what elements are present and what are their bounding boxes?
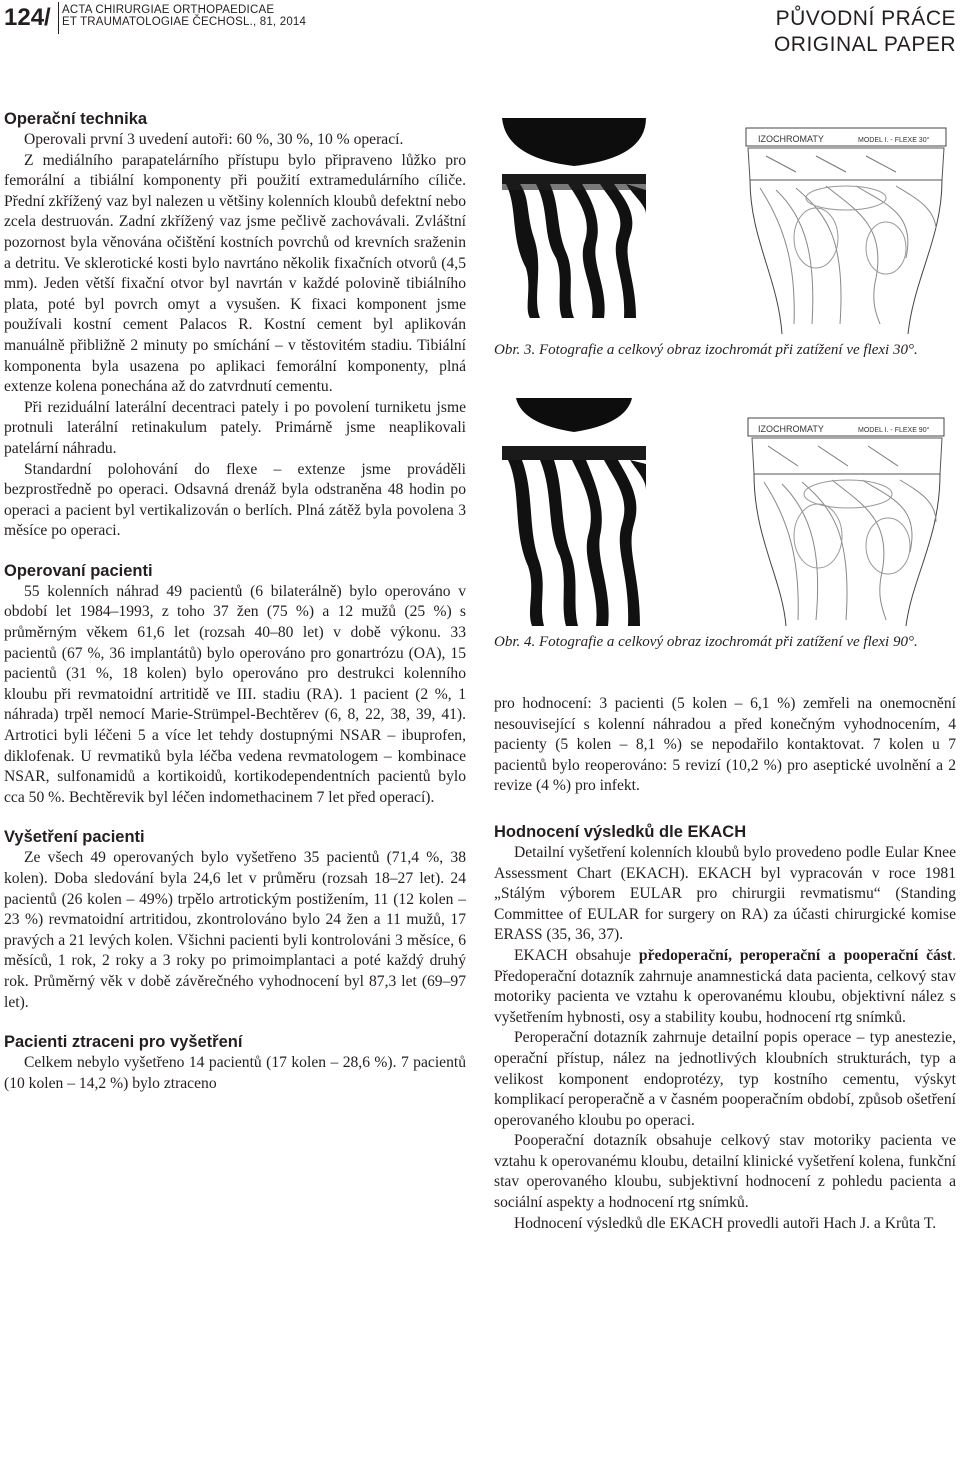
paragraph: Ze všech 49 operovaných bylo vyšetřeno 35 pacientů (71,4 %, 38 kolen). Doba sledování byla 24,6 let v průměru (rozsah 18–27 let). 24 pacientů (26 kolen – 49%) trpělo artrotickým postižením, 11 (12 kolen – 23 %) revmatoidní artritidou, zkontrolováno bylo 24 žen a 11 mužů, 17 pravých a 21 levých kolen. Všichni pacienti byli kontrolováni 3 měsíce, 6 měsíců, 1 rok, 2 roky a 3 roky po primoimplantaci a poté každý druhý rok. Průměrný věk v době závěrečného vyhodnocení byl 87,3 let (69–97 let). — [4, 849, 466, 1011]
paragraph: Pooperační dotazník obsahuje celkový stav motoriky pacienta ve vztahu k operovanému kloubu, detailní klinické vyšetření kolena, funkční stav operovaného kloubu, subjektivní hodnocení z pohledu pacienta a sociální aspekty a hodnocení rtg snímků. — [494, 1132, 956, 1212]
photoelastic-photo — [498, 118, 650, 318]
figure-3 — [496, 118, 956, 334]
section-label — [774, 6, 956, 58]
paragraph: Standardní polohování do flexe – extenze jsme prováděli bezprostředně po operaci. Odsavná drenáž byla odstraněna 48 hodin po operaci a pacient byl vertikalizován o berlích. Plná zátěž byla povolena 3 měsíce po operaci. — [4, 460, 466, 540]
figure-3-image — [496, 118, 956, 334]
journal-title-line2: ET TRAUMATOLOGIAE ČECHOSL., 81, 2014 — [62, 16, 307, 28]
figure-3-label: IZOCHROMATY — [758, 134, 824, 144]
photoelastic-photo — [498, 398, 650, 626]
heading-pacienti-ztraceni: Pacienti ztraceni pro vyšetření — [4, 1033, 243, 1052]
isochromatics-drawing — [746, 128, 946, 334]
paragraph: 55 kolenních náhrad 49 pacientů (6 bilaterálně) bylo operováno v období let 1984–1993, z toho 37 žen (75 %) a 12 mužů (25 %) s průměrným věkem 61,6 let (rozsah 40–80 let) v době výkonu. 33 pacientů (67 %, 36 implantátů) bylo operováno pro gonartrózu (OA), 15 pacientů (31 %, 18 kolen) bylo operováno pro destrukci kolenního kloubu při revmatoidní artritidě ve III. stadiu (RA). 1 pacient (2 %, 1 náhrada) trpěl nemocí Marie-Strümpel-Bechtěrev (6, 8, 22, 38, 39, 41). Artrotici byli léčeni 5 a více let tehdy dostupnými NSAR – ibuprofen, diklofenak. U revmatiků byla léčba vedena revmatologem – kombinace NSAR, sulfonamidů a kortikoidů, kortikodependentních pacientů bylo cca 50 %. Bechtěrevik byl léčen indomethacinem 7 let před operací). — [4, 582, 466, 806]
paragraph: Z mediálního parapatelárního přístupu bylo připraveno lůžko pro femorální a tibiální komponenty při použití extramedulárního cíliče. Přední zkřížený vaz byl nalezen u většiny kolenních kloubů defektní nebo zcela destruován. Zadní zkřížený vaz jsme pečlivě zachovávali. Zvláštní pozornost byla věnována očištění kostních povrchů od krevních sraženin a detritu. Ve sklerotické kosti bylo navrtáno několik fixačních otvorů (4,5 mm). Jeden větší fixační otvor byl navrtán v každé polovině tibiálního plata, poté byl povrch omyt a vysušen. K fixaci komponent jsme používali kostní cement Palacos R. Kostní cement byl aplikován manuálně přibližně 2 minuty po smíchání – v těstovitém stadiu. Tibiální komponenta byla usazena po aplikaci femorální komponenty, plná extenze kolena ponechána až do zatvrdnutí cementu. — [4, 151, 466, 396]
paragraph: Při reziduální laterální decentraci pately i po povolení turniketu jsme protnuli laterální retinakulum pately. Primárně jsme neaplikovali patelární náhradu. — [4, 398, 466, 457]
section-label-cz: PŮVODNÍ PRÁCE — [775, 7, 956, 30]
journal-title — [62, 4, 306, 28]
paragraph: Peroperační dotazník zahrnuje detailní popis operace – typ anestezie, operační přístup, nález na jednotlivých kloubních strukturách, typ a velikost komponent endoprotézy, typ kostního cementu, výskyt komplikací peroperačně a v časném pooperačním období, způsob ošetření operovaného kloubu po operaci. — [494, 1029, 956, 1129]
journal-title-line1: ACTA CHIRURGIAE ORTHOPAEDICAE — [62, 4, 275, 16]
left-column — [4, 108, 466, 1094]
figure-4 — [496, 398, 956, 626]
section-label-en: ORIGINAL PAPER — [773, 33, 956, 56]
page-header — [0, 0, 960, 62]
figure-4-image — [496, 398, 956, 626]
paragraph: Operovali první 3 uvedení autoři: 60 %, 30 %, 10 % operací. — [24, 131, 404, 148]
figure-4-caption: Obr. 4. Fotografie a celkový obraz izochromát při zatížení ve flexi 90°. — [494, 634, 918, 650]
page-number: 124/ — [4, 4, 51, 31]
paragraph: pro hodnocení: 3 pacienti (5 kolen – 6,1 %) zemřeli na onemocnění nesouvisející s kolenní náhradou a před konečným vyhodnocením, 4 pacienty (5 kolen – 8,1 %) se nepodařilo kontaktovat. 7 kolen u 7 pacientů bylo reoperováno: 5 revizí (10,2 %) pro aseptické uvolnění a 2 revize (4 %) pro infekt. — [494, 695, 956, 795]
text-run: . Předoperační dotazník zahrnuje anamnestická data pacienta, celkový stav motoriky pacienta ve vztahu k operovanému kloubu, objektivní nález s vyšetřením hybnosti, osy a stability koubu, hodnocení rtg snímků. — [494, 946, 956, 1026]
paragraph — [494, 946, 956, 1028]
figure-4-label: IZOCHROMATY — [758, 424, 824, 434]
bold-text: předoperační, peroperační a pooperační část — [638, 946, 953, 964]
heading-operovani-pacienti: Operovaní pacienti — [4, 561, 153, 580]
right-column — [494, 694, 956, 1234]
paragraph: Celkem nebylo vyšetřeno 14 pacientů (17 kolen – 28,6 %). 7 pacientů (10 kolen – 14,2 %) bylo ztraceno — [4, 1054, 466, 1092]
heading-operacni-technika: Operační technika — [4, 110, 148, 128]
paragraph: Detailní vyšetření kolenních kloubů bylo provedeno podle Eular Knee Assessment Chart (EKACH). EKACH byl vypracován v roce 1981 „Stálým výborem EULAR pro chirurgii revmatismu“ (Standing Committee of EULAR for surgery on RA) za účasti chirurgické komise ERASS (35, 36, 37). — [494, 843, 956, 944]
heading-vysetreni-pacienti: Vyšetření pacienti — [4, 828, 145, 847]
figure-3-caption: Obr. 3. Fotografie a celkový obraz izochromát při zatížení ve flexi 30°. — [494, 342, 918, 358]
figure-3-model-label: MODEL I. - FLEXE 30° — [858, 137, 930, 144]
heading-hodnoceni-ekach: Hodnocení výsledků dle EKACH — [494, 822, 747, 841]
paragraph: Hodnocení výsledků dle EKACH provedli autoři Hach J. a Krůta T. — [514, 1214, 937, 1232]
header-divider — [58, 2, 59, 34]
figure-4-model-label: MODEL I. - FLEXE 90° — [858, 427, 930, 434]
text-run: EKACH obsahuje — [514, 946, 639, 964]
isochromatics-drawing — [748, 418, 944, 626]
